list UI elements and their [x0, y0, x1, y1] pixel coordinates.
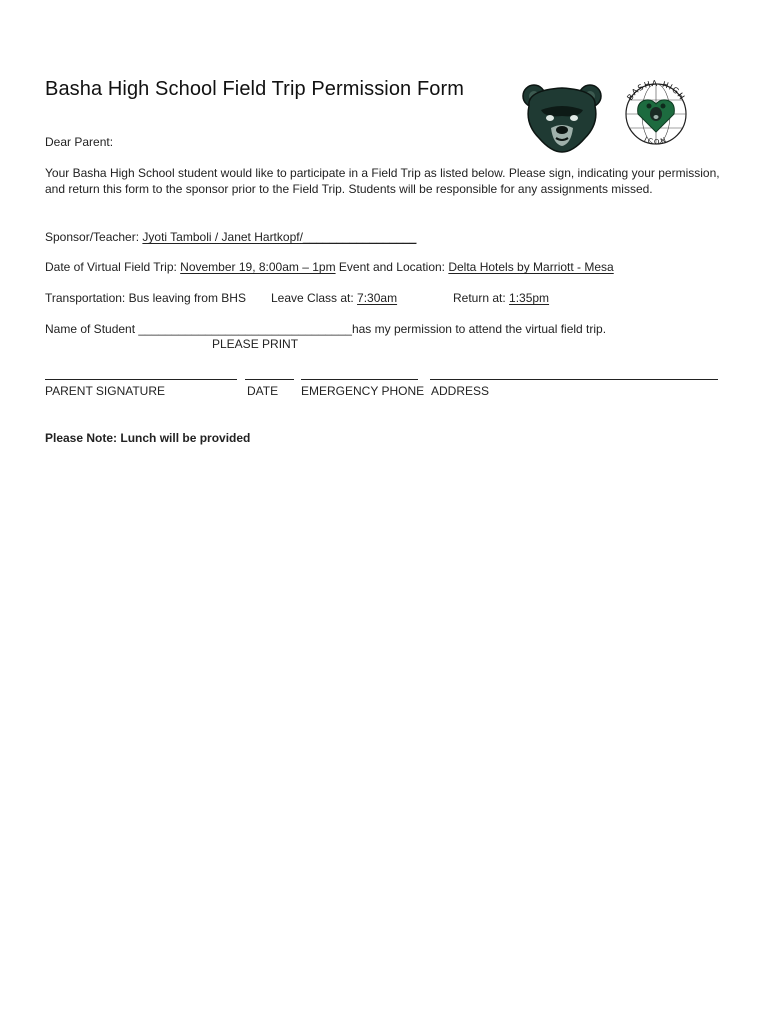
sponsor-label: Sponsor/Teacher: [45, 230, 143, 244]
trip-date-value: November 19, 8:00am – 1pm [180, 260, 336, 274]
please-print-hint: PLEASE PRINT [212, 337, 299, 351]
lunch-note: Please Note: Lunch will be provided [45, 431, 251, 445]
date-label: DATE [247, 384, 279, 398]
trip-date-label: Date of Virtual Field Trip: [45, 260, 181, 274]
address-label: ADDRESS [431, 384, 490, 398]
return-row [453, 290, 549, 306]
bear-logo [521, 82, 603, 154]
intro-paragraph: Your Basha High School student would like to participate in a Field Trip as listed below. Please sign, indicating your permission, and return this form to the sponsor prior to the Field Trip. Students will be responsible for any assignments missed. [45, 166, 720, 196]
basha-icon-emblem [618, 70, 694, 156]
leave-class-row [271, 290, 397, 306]
date-line[interactable] [245, 379, 294, 380]
greeting: Dear Parent: [45, 135, 114, 149]
form-title: Basha High School Field Trip Permission Form [45, 78, 464, 100]
return-label: Return at: [453, 291, 510, 305]
emblem-top-text: BASHA HIGH [625, 78, 687, 102]
trip-location-value: Delta Hotels by Marriott - Mesa [448, 260, 614, 274]
emergency-phone-label: EMERGENCY PHONE [301, 384, 425, 398]
leave-class-value: 7:30am [357, 291, 398, 305]
trip-row [45, 259, 614, 275]
parent-signature-line[interactable] [45, 379, 237, 380]
trip-location-label: Event and Location: [335, 260, 449, 274]
sponsor-row [45, 229, 416, 245]
parent-signature-label: PARENT SIGNATURE [45, 384, 166, 398]
leave-class-label: Leave Class at: [271, 291, 358, 305]
transport-label: Transportation: Bus leaving from BHS [45, 291, 246, 305]
address-line[interactable] [430, 379, 718, 380]
sponsor-value: Jyoti Tamboli / Janet Hartkopf/_________________ [142, 230, 417, 244]
emergency-phone-line[interactable] [301, 379, 418, 380]
emblem-bottom-text: ICON [642, 135, 670, 147]
return-value: 1:35pm [509, 291, 550, 305]
student-name-line[interactable]: Name of Student ________________________________has my permission to attend the virtual field trip. [45, 322, 607, 336]
